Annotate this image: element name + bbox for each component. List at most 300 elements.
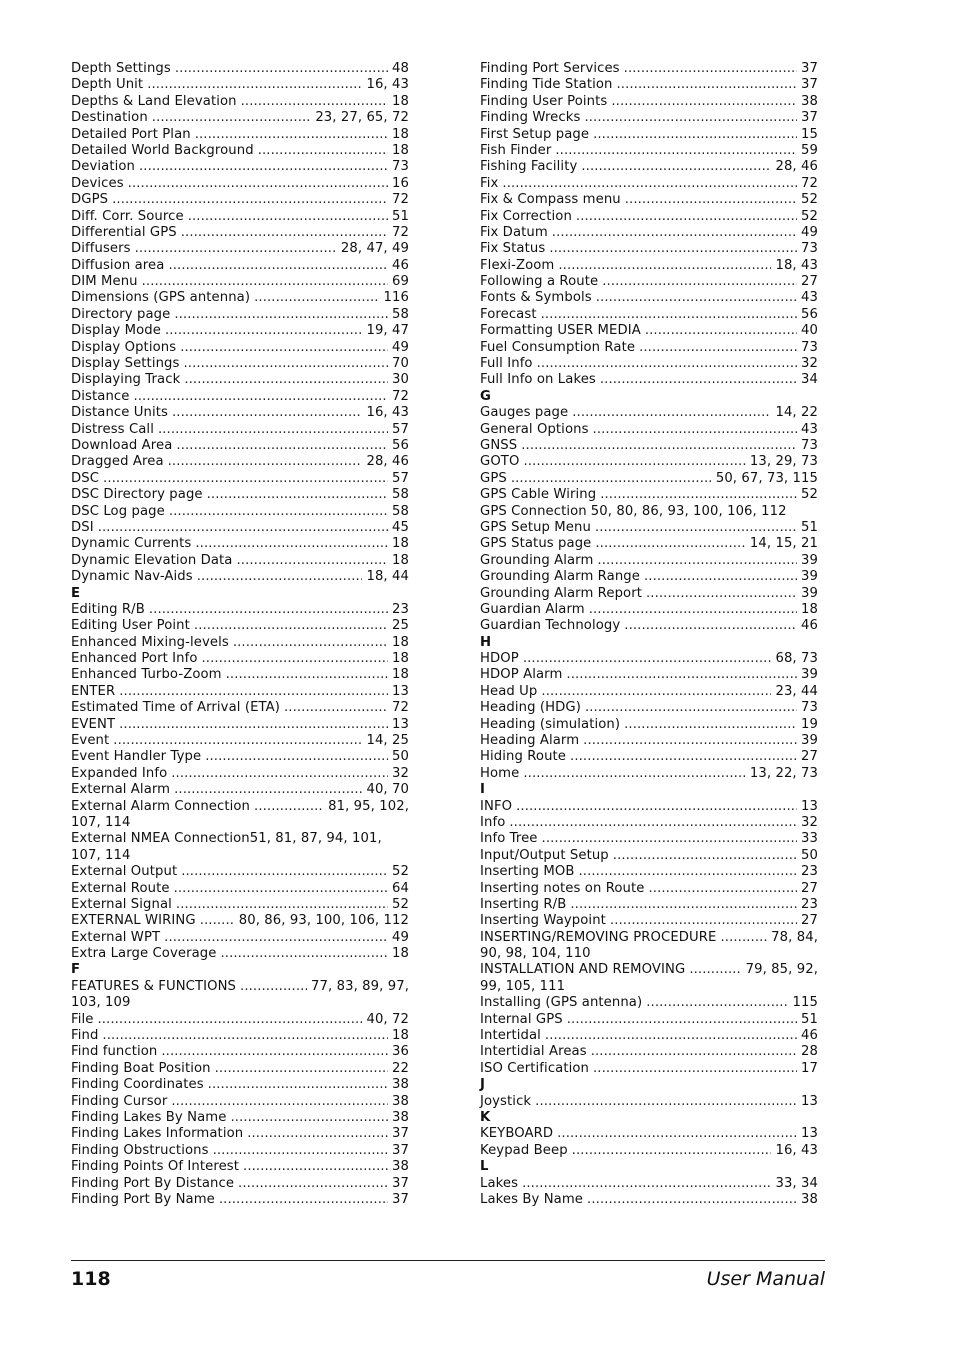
entry-pages: 58 xyxy=(392,503,409,519)
index-letter-heading xyxy=(71,962,409,978)
entry-pages: 18 xyxy=(392,651,409,667)
leader-dots xyxy=(624,618,797,634)
leader-dots xyxy=(174,307,388,323)
entry-pages: 50, 67, 73, 115 xyxy=(715,470,818,486)
entry-pages: 32 xyxy=(801,356,818,372)
leader-dots xyxy=(180,340,388,356)
leader-dots xyxy=(579,864,798,880)
leader-dots xyxy=(149,602,388,618)
entry-pages-continued: 90, 98, 104, 110 xyxy=(480,946,591,962)
index-entry xyxy=(480,586,818,602)
entry-pages: 37 xyxy=(801,77,818,93)
entry-pages: 72 xyxy=(392,700,409,716)
entry-term: External Alarm xyxy=(71,782,171,798)
entry-term: INSERTING/REMOVING PROCEDURE xyxy=(480,929,717,945)
leader-dots xyxy=(537,356,797,372)
entry-term: External WPT xyxy=(71,929,161,945)
entry-term: Lakes xyxy=(480,1175,519,1191)
entry-pages: 59 xyxy=(801,142,818,158)
leader-dots xyxy=(585,700,797,716)
entry-term: Fish Finder xyxy=(480,142,552,158)
entry-pages: 25 xyxy=(392,618,409,634)
entry-term: Enhanced Mixing-levels xyxy=(71,634,229,650)
index-entry xyxy=(480,618,818,634)
entry-term: Info Tree xyxy=(480,831,538,847)
leader-dots xyxy=(103,471,388,487)
index-entry xyxy=(480,684,818,700)
entry-pages: 50 xyxy=(801,847,818,863)
entry-term: Finding Port By Name xyxy=(71,1191,215,1207)
entry-term: Finding Obstructions xyxy=(71,1142,209,1158)
entry-pages: 39 xyxy=(801,733,818,749)
entry-pages: 27 xyxy=(801,274,818,290)
entry-pages-continued: 103, 109 xyxy=(71,995,131,1011)
leader-dots xyxy=(113,733,362,749)
index-entry xyxy=(480,422,818,438)
entry-pages: 72 xyxy=(392,192,409,208)
entry-pages: 33, 34 xyxy=(775,1175,818,1191)
entry-pages: 73 xyxy=(801,700,818,716)
index-entry xyxy=(480,569,818,585)
entry-term: Intertidial Areas xyxy=(480,1044,587,1060)
entry-term: GPS Setup Menu xyxy=(480,519,591,535)
entry-term: Grounding Alarm Report xyxy=(480,585,643,601)
leader-dots xyxy=(135,241,337,257)
leader-dots xyxy=(648,881,797,897)
index-entry xyxy=(71,159,409,175)
index-entry xyxy=(480,553,818,569)
entry-pages: 18, 43 xyxy=(775,257,818,273)
index-entry-line xyxy=(480,930,818,946)
entry-term: GPS Status page xyxy=(480,536,592,552)
index-entry xyxy=(71,1094,409,1110)
entry-term: First Setup page xyxy=(480,126,590,142)
entry-pages: 52 xyxy=(801,192,818,208)
index-entry xyxy=(480,192,818,208)
leader-dots xyxy=(213,1143,388,1159)
index-entry xyxy=(480,209,818,225)
entry-pages: 115 xyxy=(792,995,818,1011)
leader-dots xyxy=(247,1126,388,1142)
leader-dots xyxy=(207,487,388,503)
entry-term: Find function xyxy=(71,1044,158,1060)
entry-term: Dimensions (GPS antenna) xyxy=(71,290,251,306)
entry-pages: 77, 83, 89, 97, xyxy=(311,978,409,994)
entry-term: External Route xyxy=(71,880,170,896)
leader-dots xyxy=(128,176,388,192)
leader-dots xyxy=(219,1192,388,1208)
entry-term: Dragged Area xyxy=(71,454,164,470)
leader-dots xyxy=(593,127,797,143)
index-entry xyxy=(480,487,818,503)
leader-dots xyxy=(176,438,388,454)
index-entry xyxy=(71,520,409,536)
index-entry xyxy=(480,1126,818,1142)
leader-dots xyxy=(646,586,797,602)
entry-term: ENTER xyxy=(71,683,116,699)
entry-pages: 39 xyxy=(801,552,818,568)
leader-dots xyxy=(516,799,797,815)
entry-term: Destination xyxy=(71,110,148,126)
index-entry xyxy=(480,1143,818,1159)
leader-dots xyxy=(572,1143,772,1159)
entry-pages: 37 xyxy=(392,1126,409,1142)
leader-dots xyxy=(237,553,389,569)
index-entry xyxy=(71,258,409,274)
leader-dots xyxy=(600,372,797,388)
leader-dots xyxy=(175,61,388,77)
entry-term: ISO Certification xyxy=(480,1060,590,1076)
entry-pages: 72 xyxy=(392,388,409,404)
entry-pages: 18 xyxy=(392,946,409,962)
index-entry xyxy=(480,225,818,241)
entry-term: Devices xyxy=(71,175,124,191)
entry-term: Gauges page xyxy=(480,405,569,421)
index-entry xyxy=(480,274,818,290)
leader-dots xyxy=(171,1094,388,1110)
entry-pages: 51 xyxy=(392,208,409,224)
entry-term: Heading Alarm xyxy=(480,733,580,749)
entry-pages: 51 xyxy=(801,1011,818,1027)
leader-dots xyxy=(102,1028,388,1044)
leader-dots xyxy=(254,799,324,815)
leader-dots xyxy=(624,61,797,77)
index-entry xyxy=(480,995,818,1011)
entry-pages: 40, 72 xyxy=(366,1011,409,1027)
leader-dots xyxy=(158,422,388,438)
index-entry xyxy=(71,1143,409,1159)
entry-term: Guardian Technology xyxy=(480,618,621,634)
index-entry xyxy=(71,1126,409,1142)
index-entry xyxy=(480,962,818,995)
entry-term: Display Mode xyxy=(71,323,161,339)
index-entry xyxy=(71,274,409,290)
entry-pages: 18 xyxy=(392,93,409,109)
index-entry xyxy=(480,159,818,175)
leader-dots xyxy=(171,766,388,782)
index-entry xyxy=(71,176,409,192)
index-entry xyxy=(480,897,818,913)
index-entry xyxy=(480,700,818,716)
index-entry xyxy=(480,520,818,536)
entry-term: Display Options xyxy=(71,339,177,355)
leader-dots xyxy=(549,241,797,257)
entry-pages: 73 xyxy=(801,339,818,355)
entry-term: Editing User Point xyxy=(71,618,190,634)
entry-term: Finding User Points xyxy=(480,93,608,109)
entry-pages: 14, 15, 21 xyxy=(749,536,818,552)
index-entry xyxy=(71,110,409,126)
index-entry xyxy=(480,1176,818,1192)
leader-dots xyxy=(589,602,797,618)
leader-dots xyxy=(552,225,797,241)
entry-term: EXTERNAL WIRING xyxy=(71,913,196,929)
entry-pages: 18 xyxy=(392,634,409,650)
entry-pages: 28, 47, 49 xyxy=(340,241,409,257)
letter-label: E xyxy=(71,585,81,601)
entry-pages: 16, 43 xyxy=(366,77,409,93)
entry-term: Finding Wrecks xyxy=(480,110,581,126)
entry-pages: 39 xyxy=(801,569,818,585)
leader-dots xyxy=(208,1077,388,1093)
entry-term: Fix xyxy=(480,175,499,191)
entry-pages: 18 xyxy=(801,601,818,617)
letter-label: H xyxy=(480,634,492,650)
leader-dots xyxy=(164,930,388,946)
leader-dots xyxy=(557,1126,797,1142)
index-entry xyxy=(71,864,409,880)
entry-pages: 32 xyxy=(392,765,409,781)
entry-term: Installing (GPS antenna) xyxy=(480,995,643,1011)
entry-term: GOTO xyxy=(480,454,520,470)
leader-dots xyxy=(572,405,771,421)
entry-term: Finding Points Of Interest xyxy=(71,1159,240,1175)
entry-pages: 52 xyxy=(801,208,818,224)
index-entry xyxy=(480,881,818,897)
entry-pages: 37 xyxy=(392,1191,409,1207)
index-entry xyxy=(480,536,818,552)
leader-dots xyxy=(689,962,741,978)
entry-pages: 18 xyxy=(392,142,409,158)
entry-pages: 19 xyxy=(801,716,818,732)
entry-term: Find xyxy=(71,1028,99,1044)
entry-term: Lakes By Name xyxy=(480,1191,584,1207)
leader-dots xyxy=(195,127,388,143)
entry-pages: 14, 25 xyxy=(366,733,409,749)
entry-term: External Signal xyxy=(71,896,172,912)
entry-pages: 16, 43 xyxy=(775,1142,818,1158)
leader-dots xyxy=(720,930,767,946)
leader-dots xyxy=(613,848,797,864)
entry-term: Directory page xyxy=(71,306,171,322)
entry-term: Download Area xyxy=(71,437,173,453)
index-entry xyxy=(480,815,818,831)
index-entry xyxy=(71,602,409,618)
index-entry xyxy=(480,61,818,77)
leader-dots xyxy=(616,77,797,93)
entry-pages: 52 xyxy=(801,487,818,503)
leader-dots xyxy=(194,618,388,634)
entry-term: Inserting MOB xyxy=(480,864,575,880)
entry-pages: 68, 73 xyxy=(775,651,818,667)
leader-dots xyxy=(523,766,746,782)
entry-pages: 52 xyxy=(392,896,409,912)
entry-term: Joystick xyxy=(480,1093,532,1109)
entry-pages: 46 xyxy=(392,257,409,273)
entry-term: DSC xyxy=(71,470,100,486)
leader-dots xyxy=(98,520,388,536)
entry-pages: 64 xyxy=(392,880,409,896)
leader-dots xyxy=(174,782,362,798)
entry-term: Distance Units xyxy=(71,405,168,421)
index-entry xyxy=(71,192,409,208)
entry-term: Forecast xyxy=(480,306,537,322)
entry-term: Heading (simulation) xyxy=(480,716,621,732)
index-entry xyxy=(480,930,818,963)
entry-term: Full Info on Lakes xyxy=(480,372,596,388)
leader-dots xyxy=(555,143,797,159)
entry-term: Inserting Waypoint xyxy=(480,913,606,929)
index-entry xyxy=(71,1028,409,1044)
leader-dots xyxy=(593,1061,797,1077)
leader-dots xyxy=(593,422,797,438)
entry-pages: 73 xyxy=(801,241,818,257)
index-entry xyxy=(71,700,409,716)
letter-label: J xyxy=(480,1077,486,1093)
letter-label: K xyxy=(480,1110,491,1125)
entry-pages: 13 xyxy=(392,683,409,699)
entry-pages: 17 xyxy=(801,1060,818,1076)
entry-pages: 39 xyxy=(801,667,818,683)
leader-dots xyxy=(535,1094,797,1110)
entry-term: Intertidal xyxy=(480,1028,541,1044)
index-entry xyxy=(480,438,818,454)
index-entry xyxy=(480,602,818,618)
index-entry xyxy=(480,831,818,847)
entry-pages: 37 xyxy=(392,1142,409,1158)
entry-term: Fix & Compass menu xyxy=(480,192,621,208)
entry-term: Finding Coordinates xyxy=(71,1077,204,1093)
index-entry xyxy=(71,1012,409,1028)
entry-term: Displaying Track xyxy=(71,372,181,388)
entry-pages: 38 xyxy=(392,1077,409,1093)
leader-dots xyxy=(168,258,388,274)
index-entry xyxy=(480,405,818,421)
index-entry xyxy=(71,241,409,257)
entry-term: HDOP xyxy=(480,651,519,667)
index-entry xyxy=(480,77,818,93)
leader-dots xyxy=(184,356,389,372)
leader-dots xyxy=(522,1176,771,1192)
index-entry xyxy=(71,799,409,832)
entry-pages: 57 xyxy=(392,470,409,486)
entry-term: Hiding Route xyxy=(480,749,567,765)
entry-term: External Alarm Connection xyxy=(71,798,251,814)
index-entry xyxy=(71,553,409,569)
entry-pages: 43 xyxy=(801,290,818,306)
entry-term: Event Handler Type xyxy=(71,749,202,765)
entry-term: Fix Status xyxy=(480,241,546,257)
index-entry xyxy=(480,848,818,864)
leader-dots xyxy=(184,372,388,388)
entry-term: HDOP Alarm xyxy=(480,667,563,683)
entry-term: Head Up xyxy=(480,683,538,699)
entry-pages: 43 xyxy=(801,421,818,437)
entry-term: Enhanced Port Info xyxy=(71,651,198,667)
index-entry xyxy=(480,241,818,257)
entry-term: Distance xyxy=(71,388,130,404)
entry-term: EVENT xyxy=(71,716,116,732)
leader-dots xyxy=(624,717,797,733)
index-entry xyxy=(71,422,409,438)
index-entry xyxy=(71,323,409,339)
entry-pages: 34 xyxy=(801,372,818,388)
index-entry xyxy=(71,618,409,634)
entry-term: Display Settings xyxy=(71,356,180,372)
leader-dots xyxy=(596,290,797,306)
leader-dots xyxy=(200,913,235,929)
entry-pages: 70 xyxy=(392,356,409,372)
entry-term: Diffusion area xyxy=(71,257,165,273)
manual-title: User Manual xyxy=(706,1268,825,1290)
index-entry xyxy=(480,504,818,520)
entry-term: Grounding Alarm Range xyxy=(480,569,640,585)
leader-dots xyxy=(597,553,797,569)
leader-dots xyxy=(202,651,389,667)
index-entry xyxy=(480,307,818,323)
index-entry xyxy=(71,405,409,421)
entry-pages: 28, 46 xyxy=(366,454,409,470)
entry-pages: 28 xyxy=(801,1044,818,1060)
entry-term: Grounding Alarm xyxy=(480,552,594,568)
entry-pages: 58 xyxy=(392,306,409,322)
index-entry xyxy=(480,323,818,339)
entry-term: DSC Directory page xyxy=(71,487,203,503)
leader-dots xyxy=(570,897,797,913)
entry-term: Finding Boat Position xyxy=(71,1060,211,1076)
index-entry-line xyxy=(71,979,409,995)
leader-dots xyxy=(646,995,788,1011)
index-entry xyxy=(71,504,409,520)
leader-dots xyxy=(566,667,797,683)
index-entry xyxy=(480,913,818,929)
leader-dots xyxy=(570,749,797,765)
index-entry xyxy=(71,372,409,388)
entry-term: Editing R/B xyxy=(71,601,145,617)
entry-pages: 13 xyxy=(801,1093,818,1109)
entry-pages: 18 xyxy=(392,1028,409,1044)
entry-pages: 28, 46 xyxy=(775,159,818,175)
entry-pages: 73 xyxy=(801,437,818,453)
index-entry xyxy=(480,766,818,782)
leader-dots xyxy=(147,77,362,93)
entry-pages: 39 xyxy=(801,585,818,601)
leader-dots xyxy=(243,1159,388,1175)
entry-term: Finding Cursor xyxy=(71,1093,168,1109)
leader-dots xyxy=(241,94,388,110)
index-entry xyxy=(71,487,409,503)
leader-dots xyxy=(644,569,797,585)
letter-label: G xyxy=(480,388,491,404)
footer-rule xyxy=(71,1260,825,1261)
index-entry xyxy=(71,536,409,552)
leader-dots xyxy=(583,733,797,749)
index-entry xyxy=(71,1061,409,1077)
index-entry xyxy=(480,471,818,487)
leader-dots xyxy=(595,536,746,552)
leader-dots xyxy=(502,176,797,192)
entry-pages: 46 xyxy=(801,618,818,634)
index-entry xyxy=(480,799,818,815)
entry-term: Following a Route xyxy=(480,274,599,290)
leader-dots xyxy=(161,1044,388,1060)
entry-pages: 37 xyxy=(801,110,818,126)
index-entry xyxy=(480,733,818,749)
entry-term: Estimated Time of Arrival (ETA) xyxy=(71,700,280,716)
entry-pages: 56 xyxy=(392,437,409,453)
leader-dots xyxy=(639,340,797,356)
entry-term: Distress Call xyxy=(71,421,154,437)
entry-term: File xyxy=(71,1011,94,1027)
index-letter-heading xyxy=(480,782,818,798)
entry-pages: 80, 86, 93, 100, 106, 112 xyxy=(238,913,409,929)
index-entry xyxy=(480,1061,818,1077)
leader-dots xyxy=(645,323,797,339)
entry-term: Expanded Info xyxy=(71,765,168,781)
entry-term: INFO xyxy=(480,798,513,814)
index-entry xyxy=(71,356,409,372)
entry-pages: 79, 85, 92, xyxy=(745,962,818,978)
